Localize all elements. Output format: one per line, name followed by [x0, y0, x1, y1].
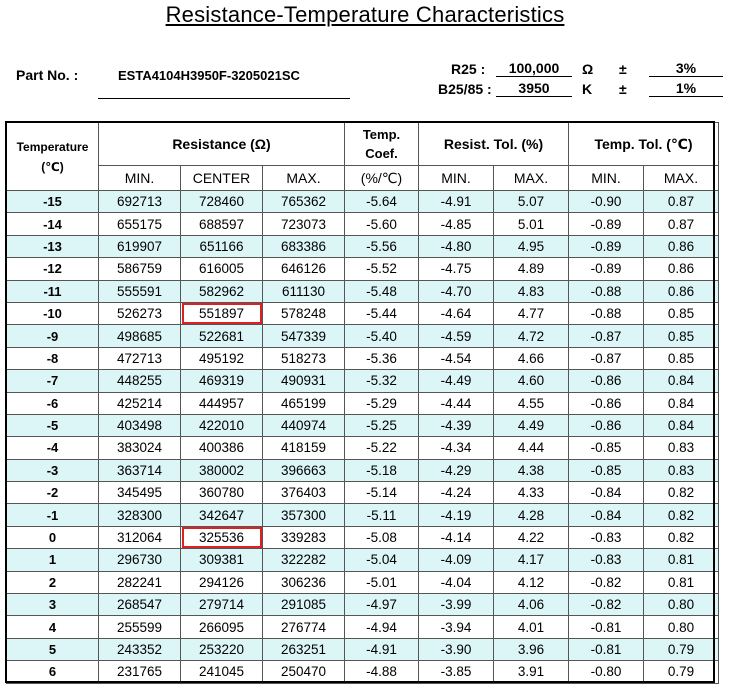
- b-value-plus-minus: ±: [619, 81, 627, 97]
- r25-plus-minus: ±: [619, 61, 627, 77]
- temp-tol-min-cell: -0.83: [569, 549, 644, 571]
- temp-coef-cell: -5.14: [345, 482, 419, 504]
- resist-tol-min-cell: -4.24: [419, 482, 494, 504]
- temp-tol-max-cell: 0.85: [644, 325, 719, 347]
- temp-coef-line2: Coef.: [365, 146, 398, 161]
- resistance-max-cell: 339283: [263, 526, 345, 548]
- resist-tol-max-cell: 4.44: [494, 437, 569, 459]
- resistance-max-cell: 322282: [263, 549, 345, 571]
- table-row: [7, 616, 719, 638]
- table-row: [7, 258, 719, 280]
- part-number-value: ESTA4104H3950F-3205021SC: [98, 68, 350, 99]
- temp-coef-cell: -4.97: [345, 594, 419, 616]
- temp-tol-min-cell: -0.85: [569, 437, 644, 459]
- table-row: [7, 437, 719, 459]
- temp-coef-cell: -4.91: [345, 638, 419, 660]
- temp-tol-min-cell: -0.82: [569, 594, 644, 616]
- resistance-max-cell: 357300: [263, 504, 345, 526]
- resist-tol-min-cell: -4.29: [419, 459, 494, 481]
- temperature-header-label: Temperature: [16, 139, 89, 154]
- resistance-center-cell: 728460: [181, 191, 263, 213]
- temp-coef-cell: -5.32: [345, 370, 419, 392]
- resistance-max-header: MAX.: [263, 166, 345, 191]
- resist-tol-min-cell: -4.49: [419, 370, 494, 392]
- temp-tol-max-cell: 0.86: [644, 235, 719, 257]
- resistance-center-cell: 582962: [181, 280, 263, 302]
- resist-tol-min-cell: -4.14: [419, 526, 494, 548]
- table-row: [7, 661, 719, 683]
- resist-tol-min-cell: -4.09: [419, 549, 494, 571]
- resistance-center-cell: 342647: [181, 504, 263, 526]
- temp-coef-cell: -5.56: [345, 235, 419, 257]
- resistance-center-cell: 241045: [181, 661, 263, 683]
- resistance-header: Resistance (Ω): [99, 123, 345, 166]
- resistance-min-cell: 425214: [99, 392, 181, 414]
- resistance-min-cell: 363714: [99, 459, 181, 481]
- temperature-cell: 1: [7, 549, 99, 571]
- resistance-max-cell: 765362: [263, 191, 345, 213]
- temp-tol-min-cell: -0.81: [569, 638, 644, 660]
- temperature-cell: -6: [7, 392, 99, 414]
- resist-tol-max-cell: 4.55: [494, 392, 569, 414]
- resistance-min-cell: 526273: [99, 302, 181, 324]
- temperature-header-unit: (℃): [41, 159, 64, 174]
- resist-tol-max-cell: 3.96: [494, 638, 569, 660]
- resist-tol-min-cell: -4.34: [419, 437, 494, 459]
- temp-tol-max-cell: 0.82: [644, 526, 719, 548]
- temperature-cell: -14: [7, 213, 99, 235]
- resistance-min-cell: 472713: [99, 347, 181, 369]
- temp-tol-max-cell: 0.87: [644, 213, 719, 235]
- resistance-center-cell: 253220: [181, 638, 263, 660]
- temp-coef-cell: -5.22: [345, 437, 419, 459]
- table-row: [7, 213, 719, 235]
- resistance-center-cell: 522681: [181, 325, 263, 347]
- temp-coef-cell: -5.18: [345, 459, 419, 481]
- temp-tol-max-cell: 0.80: [644, 594, 719, 616]
- table-row: [7, 370, 719, 392]
- resist-tol-min-cell: -4.70: [419, 280, 494, 302]
- resistance-max-cell: 611130: [263, 280, 345, 302]
- resist-tol-min-cell: -3.99: [419, 594, 494, 616]
- resistance-max-cell: 518273: [263, 347, 345, 369]
- b-value-tolerance: 1%: [649, 80, 723, 97]
- temp-tol-max-cell: 0.85: [644, 302, 719, 324]
- temp-tol-min-cell: -0.86: [569, 392, 644, 414]
- temperature-cell: 4: [7, 616, 99, 638]
- temp-tol-max-cell: 0.79: [644, 638, 719, 660]
- temperature-cell: -5: [7, 414, 99, 436]
- resist-tol-max-cell: 4.17: [494, 549, 569, 571]
- temp-coef-cell: -5.48: [345, 280, 419, 302]
- temp-tol-max-cell: 0.87: [644, 191, 719, 213]
- resistance-center-cell: 279714: [181, 594, 263, 616]
- resistance-min-cell: 231765: [99, 661, 181, 683]
- temp-tol-min-cell: -0.85: [569, 459, 644, 481]
- temp-coef-cell: -5.11: [345, 504, 419, 526]
- table-row: [7, 392, 719, 414]
- temperature-cell: -11: [7, 280, 99, 302]
- resist-tol-max-cell: 4.60: [494, 370, 569, 392]
- table-row: [7, 302, 719, 324]
- resistance-min-cell: 328300: [99, 504, 181, 526]
- resistance-center-cell: 266095: [181, 616, 263, 638]
- resist-tol-max-header: MAX.: [494, 166, 569, 191]
- temp-tol-min-cell: -0.89: [569, 213, 644, 235]
- resist-tol-max-cell: 4.77: [494, 302, 569, 324]
- temperature-cell: 0: [7, 526, 99, 548]
- table-row: [7, 325, 719, 347]
- temp-tol-max-header: MAX.: [644, 166, 719, 191]
- resistance-min-cell: 296730: [99, 549, 181, 571]
- temp-coef-cell: -5.44: [345, 302, 419, 324]
- temp-coef-cell: -5.29: [345, 392, 419, 414]
- temperature-cell: -8: [7, 347, 99, 369]
- temp-tol-max-cell: 0.81: [644, 549, 719, 571]
- temp-tol-max-cell: 0.86: [644, 280, 719, 302]
- temp-coef-cell: -5.36: [345, 347, 419, 369]
- resist-tol-max-cell: 4.72: [494, 325, 569, 347]
- temperature-cell: -4: [7, 437, 99, 459]
- temp-tol-min-cell: -0.82: [569, 571, 644, 593]
- resistance-max-cell: 465199: [263, 392, 345, 414]
- rt-characteristics-table: [6, 122, 719, 684]
- temp-tol-max-cell: 0.83: [644, 459, 719, 481]
- temperature-cell: 5: [7, 638, 99, 660]
- resistance-center-cell: 444957: [181, 392, 263, 414]
- temp-coef-unit-header: (%/℃): [345, 166, 419, 191]
- temp-tol-max-cell: 0.79: [644, 661, 719, 683]
- temp-tol-min-cell: -0.88: [569, 302, 644, 324]
- temp-coef-cell: -5.64: [345, 191, 419, 213]
- resist-tol-max-cell: 5.01: [494, 213, 569, 235]
- temp-coef-header: [345, 123, 419, 166]
- resistance-min-cell: 448255: [99, 370, 181, 392]
- resistance-max-cell: 396663: [263, 459, 345, 481]
- table-row: [7, 549, 719, 571]
- resistance-min-cell: 282241: [99, 571, 181, 593]
- temp-tol-max-cell: 0.80: [644, 616, 719, 638]
- temperature-cell: -15: [7, 191, 99, 213]
- resist-tol-min-cell: -3.90: [419, 638, 494, 660]
- resistance-min-cell: 255599: [99, 616, 181, 638]
- resistance-max-cell: 376403: [263, 482, 345, 504]
- b-value-unit: K: [582, 81, 593, 97]
- page-title: Resistance-Temperature Characteristics: [165, 2, 565, 27]
- table-body: [7, 191, 719, 684]
- resist-tol-header: Resist. Tol. (%): [419, 123, 569, 166]
- resistance-min-cell: 586759: [99, 258, 181, 280]
- table-row: [7, 191, 719, 213]
- resist-tol-max-cell: 4.01: [494, 616, 569, 638]
- resistance-min-cell: 692713: [99, 191, 181, 213]
- table-row: [7, 526, 719, 548]
- resistance-center-cell: 651166: [181, 235, 263, 257]
- resist-tol-max-cell: 5.07: [494, 191, 569, 213]
- temp-tol-max-cell: 0.84: [644, 414, 719, 436]
- temp-tol-min-cell: -0.86: [569, 414, 644, 436]
- resistance-min-cell: 655175: [99, 213, 181, 235]
- temp-coef-cell: -5.60: [345, 213, 419, 235]
- resist-tol-min-cell: -4.80: [419, 235, 494, 257]
- resistance-center-cell: 422010: [181, 414, 263, 436]
- resistance-center-cell: 469319: [181, 370, 263, 392]
- r25-label: R25 :: [451, 61, 486, 77]
- temp-tol-min-cell: -0.89: [569, 258, 644, 280]
- temp-tol-min-cell: -0.84: [569, 482, 644, 504]
- temp-tol-min-cell: -0.86: [569, 370, 644, 392]
- temp-tol-max-cell: 0.81: [644, 571, 719, 593]
- temperature-cell: -12: [7, 258, 99, 280]
- resistance-max-cell: 578248: [263, 302, 345, 324]
- temperature-cell: -3: [7, 459, 99, 481]
- temp-tol-max-cell: 0.82: [644, 482, 719, 504]
- temp-coef-cell: -5.25: [345, 414, 419, 436]
- resistance-min-cell: 383024: [99, 437, 181, 459]
- table-row: [7, 414, 719, 436]
- b-value: 3950: [496, 80, 572, 97]
- resistance-max-cell: 646126: [263, 258, 345, 280]
- temp-tol-min-cell: -0.89: [569, 235, 644, 257]
- table-row: [7, 459, 719, 481]
- temp-tol-min-cell: -0.80: [569, 661, 644, 683]
- temp-tol-max-cell: 0.84: [644, 370, 719, 392]
- resistance-max-cell: 418159: [263, 437, 345, 459]
- table-row: [7, 638, 719, 660]
- temp-coef-line1: Temp.: [362, 127, 401, 142]
- table-row: [7, 504, 719, 526]
- temp-tol-min-cell: -0.83: [569, 526, 644, 548]
- resistance-center-cell: 380002: [181, 459, 263, 481]
- resistance-min-cell: 345495: [99, 482, 181, 504]
- resist-tol-max-cell: 4.83: [494, 280, 569, 302]
- temp-coef-cell: -5.52: [345, 258, 419, 280]
- resist-tol-min-cell: -4.91: [419, 191, 494, 213]
- temp-coef-cell: -5.04: [345, 549, 419, 571]
- resistance-min-cell: 498685: [99, 325, 181, 347]
- temp-tol-min-header: MIN.: [569, 166, 644, 191]
- resist-tol-max-cell: 4.06: [494, 594, 569, 616]
- table-row: [7, 571, 719, 593]
- r25-tolerance: 3%: [649, 60, 723, 77]
- temperature-cell: -10: [7, 302, 99, 324]
- temp-tol-min-cell: -0.87: [569, 325, 644, 347]
- resist-tol-max-cell: 4.95: [494, 235, 569, 257]
- temp-tol-max-cell: 0.86: [644, 258, 719, 280]
- resist-tol-min-cell: -4.04: [419, 571, 494, 593]
- temperature-cell: 6: [7, 661, 99, 683]
- temp-tol-max-cell: 0.82: [644, 504, 719, 526]
- resistance-max-cell: 490931: [263, 370, 345, 392]
- highlighted-center-cell: 325536: [181, 526, 263, 548]
- temp-tol-max-cell: 0.84: [644, 392, 719, 414]
- temp-tol-min-cell: -0.81: [569, 616, 644, 638]
- temp-tol-min-cell: -0.88: [569, 280, 644, 302]
- resistance-min-cell: 555591: [99, 280, 181, 302]
- resist-tol-max-cell: 4.12: [494, 571, 569, 593]
- resist-tol-min-cell: -4.39: [419, 414, 494, 436]
- resist-tol-max-cell: 4.28: [494, 504, 569, 526]
- resistance-center-cell: 616005: [181, 258, 263, 280]
- temperature-cell: -7: [7, 370, 99, 392]
- table-row: [7, 594, 719, 616]
- resistance-max-cell: 263251: [263, 638, 345, 660]
- highlighted-center-cell: 551897: [181, 302, 263, 324]
- temp-tol-max-cell: 0.83: [644, 437, 719, 459]
- table-row: [7, 347, 719, 369]
- temp-coef-cell: -5.01: [345, 571, 419, 593]
- temp-tol-min-cell: -0.87: [569, 347, 644, 369]
- resist-tol-max-cell: 4.49: [494, 414, 569, 436]
- temperature-cell: -9: [7, 325, 99, 347]
- resist-tol-max-cell: 4.38: [494, 459, 569, 481]
- resist-tol-max-cell: 4.22: [494, 526, 569, 548]
- resistance-min-cell: 403498: [99, 414, 181, 436]
- temperature-header: [7, 123, 99, 191]
- resistance-center-cell: 294126: [181, 571, 263, 593]
- temperature-cell: -2: [7, 482, 99, 504]
- resistance-center-cell: 495192: [181, 347, 263, 369]
- b-value-label: B25/85 :: [438, 81, 492, 97]
- table-row: [7, 235, 719, 257]
- resist-tol-min-cell: -4.19: [419, 504, 494, 526]
- temp-tol-min-cell: -0.84: [569, 504, 644, 526]
- resist-tol-min-cell: -4.85: [419, 213, 494, 235]
- resistance-center-cell: 688597: [181, 213, 263, 235]
- temperature-cell: 3: [7, 594, 99, 616]
- temperature-cell: 2: [7, 571, 99, 593]
- resistance-max-cell: 291085: [263, 594, 345, 616]
- resistance-max-cell: 547339: [263, 325, 345, 347]
- resist-tol-min-cell: -4.75: [419, 258, 494, 280]
- resistance-center-cell: 360780: [181, 482, 263, 504]
- resistance-max-cell: 723073: [263, 213, 345, 235]
- temp-tol-header: Temp. Tol. (℃): [569, 123, 719, 166]
- temp-coef-cell: -5.40: [345, 325, 419, 347]
- resistance-max-cell: 250470: [263, 661, 345, 683]
- temp-coef-cell: -5.08: [345, 526, 419, 548]
- resist-tol-min-cell: -3.94: [419, 616, 494, 638]
- temp-tol-min-cell: -0.90: [569, 191, 644, 213]
- resist-tol-max-cell: 3.91: [494, 661, 569, 683]
- resist-tol-max-cell: 4.89: [494, 258, 569, 280]
- resistance-min-cell: 619907: [99, 235, 181, 257]
- resistance-max-cell: 276774: [263, 616, 345, 638]
- part-number-label: Part No. :: [16, 67, 79, 83]
- temperature-cell: -13: [7, 235, 99, 257]
- table-row: [7, 280, 719, 302]
- resistance-min-cell: 243352: [99, 638, 181, 660]
- resistance-min-header: MIN.: [99, 166, 181, 191]
- resistance-max-cell: 306236: [263, 571, 345, 593]
- r25-value: 100,000: [496, 60, 572, 77]
- temp-coef-cell: -4.88: [345, 661, 419, 683]
- resist-tol-min-cell: -4.44: [419, 392, 494, 414]
- table-row: [7, 482, 719, 504]
- temp-coef-cell: -4.94: [345, 616, 419, 638]
- resist-tol-min-cell: -4.54: [419, 347, 494, 369]
- resistance-max-cell: 683386: [263, 235, 345, 257]
- resistance-center-cell: 309381: [181, 549, 263, 571]
- temperature-cell: -1: [7, 504, 99, 526]
- resist-tol-max-cell: 4.66: [494, 347, 569, 369]
- resist-tol-min-cell: -4.64: [419, 302, 494, 324]
- resistance-min-cell: 312064: [99, 526, 181, 548]
- resistance-center-header: CENTER: [181, 166, 263, 191]
- resist-tol-max-cell: 4.33: [494, 482, 569, 504]
- temp-tol-max-cell: 0.85: [644, 347, 719, 369]
- resistance-center-cell: 400386: [181, 437, 263, 459]
- resist-tol-min-header: MIN.: [419, 166, 494, 191]
- resistance-max-cell: 440974: [263, 414, 345, 436]
- resist-tol-min-cell: -4.59: [419, 325, 494, 347]
- resist-tol-min-cell: -3.85: [419, 661, 494, 683]
- r25-unit: Ω: [582, 61, 594, 77]
- resistance-min-cell: 268547: [99, 594, 181, 616]
